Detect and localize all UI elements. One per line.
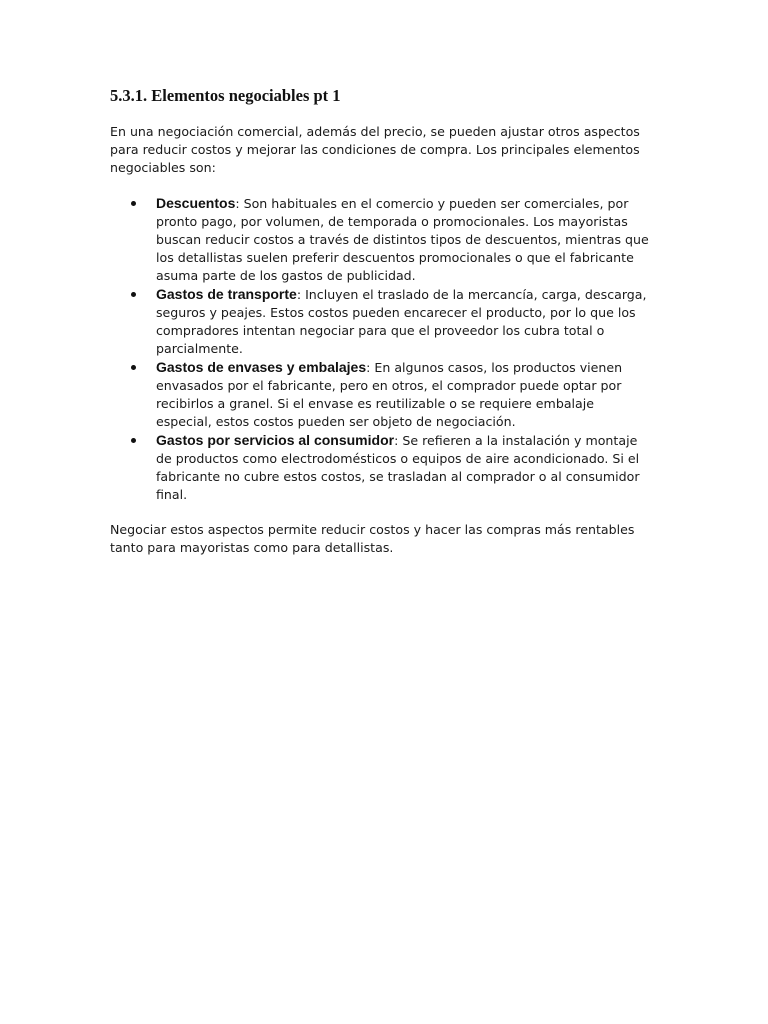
list-item [110,285,650,358]
list-item [110,431,650,504]
item-term: Gastos de transporte [156,286,297,302]
item-term: Gastos por servicios al consumidor [156,432,395,448]
list-item [110,194,650,285]
intro-paragraph: En una negociación comercial, además del precio, se pueden ajustar otros aspectos para reducir costos y mejorar las condiciones de compra. Los principales elementos negociables son: [110,124,640,175]
list-item [110,358,650,431]
bullet-icon [131,438,136,443]
item-term: Gastos de envases y embalajes [156,359,367,375]
item-term: Descuentos [156,195,236,211]
bullet-icon [131,365,136,370]
item-text: : En algunos casos, los productos vienen envasados por el fabricante, pero en otros, el comprador puede optar por recibirlos a granel. Si el envase es reutilizable o se requiere embalaje especial, estos costos pueden ser objeto de negociación. [156,360,623,429]
bullet-icon [131,201,136,206]
item-text: : Son habituales en el comercio y pueden ser comerciales, por pronto pago, por volumen, de temporada o promocionales. Los mayoristas buscan reducir costos a través de distintos tipos de descuentos, mientras que los detallistas suelen preferir descuentos promocionales o que el fabricante asuma parte de los gastos de publicidad. [156,196,649,283]
document-content [110,86,650,557]
conclusion-paragraph: Negociar estos aspectos permite reducir costos y hacer las compras más rentables tanto para mayoristas como para detallistas. [110,522,635,555]
section-heading: 5.3.1. Elementos negociables pt 1 [110,86,341,105]
bullet-icon [131,292,136,297]
item-text: : Se refieren a la instalación y montaje de productos como electrodomésticos o equipos de aire acondicionado. Si el fabricante no cubre estos costos, se trasladan al comprador o al consumidor final. [156,433,640,502]
item-text: : Incluyen el traslado de la mercancía, carga, descarga, seguros y peajes. Estos costos pueden encarecer el producto, por lo que los compradores intentan negociar para que el proveedor los cubra total o parcialmente. [156,287,647,356]
negotiable-elements-list [110,194,650,504]
